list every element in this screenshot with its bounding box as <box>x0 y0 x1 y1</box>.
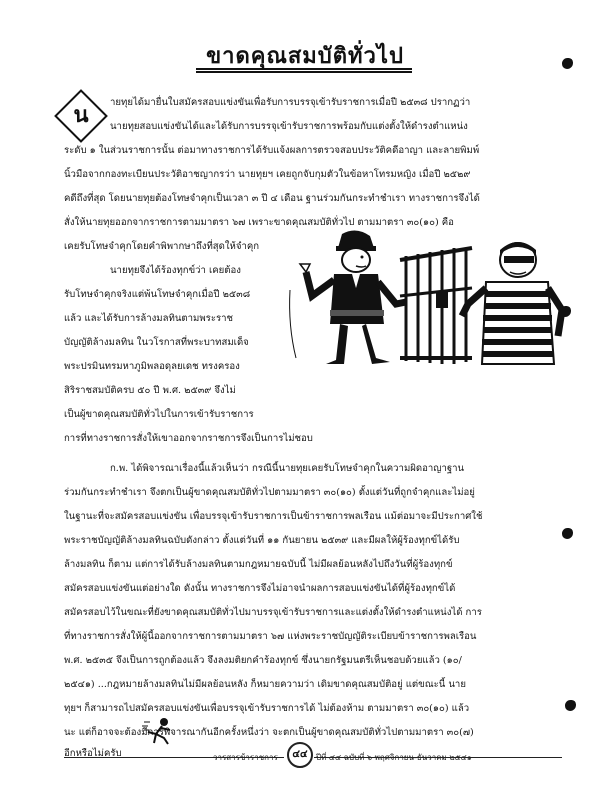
police-and-prisoner-illustration <box>286 226 566 366</box>
body-line: รับโทษจำคุกจริงแต่พ้นโทษจำคุกเมื่อปี ๒๕๓๘ <box>64 289 251 300</box>
body-line: ที่ทางราชการสั่งให้ผู้นี้ออกจากราชการตามมาตรา ๖๗ แห่งพระราชบัญญัติระเบียบข้าราชการพลเรือน <box>64 631 477 642</box>
margin-punch-hole <box>562 528 573 539</box>
police-officer-figure <box>300 230 406 364</box>
body-line: นายทุยสอบแข่งขันได้และได้รับการบรรจุเข้ารับราชการพร้อมกับแต่งตั้งให้ดำรงตำแหน่ง <box>110 121 468 132</box>
body-line: การที่ทางราชการสั่งให้เขาออกจากราชการจึงเป็นการไม่ชอบ <box>64 433 313 444</box>
body-line: ๒๕๔๑) ...กฎหมายล้างมลทินไม่มีผลย้อนหลัง ก็หมายความว่า เดิมขาดคุณสมบัติอยู่ แต่ขณะนี้ นาย <box>64 679 466 690</box>
body-line: พระราชบัญญัติล้างมลทินฉบับดังกล่าว ตั้งแต่วันที่ ๑๑ กันยายน ๒๕๓๙ และมีผลให้ผู้ร้องทุกข์ได้รับ <box>64 535 460 546</box>
body-line: ล้างมลทิน ก็ตาม แต่การได้รับล้างมลทินตามกฎหมายฉบับนี้ ไม่มีผลย้อนหลังไปถึงวันที่ผู้ร้องทุกข์ <box>64 559 453 570</box>
footer-journal-name: วารสารข้าราชการ <box>213 753 278 762</box>
page-title: ขาดคุณสมบัติทั่วไป <box>206 44 404 69</box>
body-line: สมัครสอบไว้ในขณะที่ยังขาดคุณสมบัติทั่วไปมาบรรจุเข้ารับราชการและแต่งตั้งให้ดำรงตำแหน่งได้ การ <box>64 607 482 618</box>
body-line: นิ้วมือจากกองทะเบียนประวัติอาชญากรว่า นายทุยฯ เคยถูกจับกุมตัวในข้อหาโทรมหญิง เมื่อปี ๒๕๒๙ <box>64 169 471 180</box>
body-line: สั่งให้นายทุยออกจากราชการตามมาตรา ๖๗ เพราะขาดคุณสมบัติทั่วไป ตามมาตรา ๓๐(๑๐) คือ <box>64 217 454 228</box>
body-line: สิริราชสมบัติครบ ๕๐ ปี พ.ศ. ๒๕๓๙ จึงไม่ <box>64 385 236 396</box>
body-line: สมัครสอบแข่งขันแต่อย่างใด ดังนั้น ทางราชการจึงไม่อาจนำผลการสอบแข่งขันได้ที่ผู้ร้องทุกข์ได้ <box>64 583 456 594</box>
page-number: ๔๔ <box>287 742 313 768</box>
body-line: นะ แต่ก็อาจจะต้องมีการพิจารณากันอีกครั้งหนึ่งว่า จะตกเป็นผู้ขาดคุณสมบัติทั่วไปตามมาตรา ๓๐(๗) <box>64 727 474 738</box>
body-line: คดีถึงที่สุด โดยนายทุยต้องโทษจำคุกเป็นเวลา ๓ ปี ๔ เดือน ฐานร่วมกันกระทำชำเรา ทางราชการจึงได้ <box>64 193 480 204</box>
body-line: พระปรมินทรมหาภูมิพลอดุลยเดช ทรงครอง <box>64 361 240 372</box>
title-underline <box>196 68 412 70</box>
body-line: พ.ศ. ๒๕๓๕ จึงเป็นการถูกต้องแล้ว จึงลงมติยกคำร้องทุกข์ ซึ่งนายกรัฐมนตรีเห็นชอบด้วยแล้ว (๑๐/ <box>64 655 462 666</box>
body-line: เป็นผู้ขาดคุณสมบัติทั่วไปในการเข้ารับราชการ <box>64 409 254 420</box>
drop-cap-letter: น <box>73 103 89 128</box>
margin-punch-hole <box>562 58 573 69</box>
body-line: ทุยฯ ก็สามารถไปสมัครสอบแข่งขันเพื่อบรรจุเข้ารับราชการได้ ไม่ต้องห้าม ตามมาตรา ๓๐(๑๐) แล้ว <box>64 703 470 714</box>
running-figure-icon <box>142 716 178 746</box>
prisoner-figure <box>462 242 562 364</box>
title-underline-second <box>196 71 412 73</box>
body-line: ระดับ ๑ ในส่วนราชการนั้น ต่อมาทางราชการได้รับแจ้งผลการตรวจสอบประวัติคดีอาญา และลายพิมพ์ <box>64 145 480 156</box>
padlock-icon <box>436 292 448 308</box>
body-line: แล้ว และได้รับการล้างมลทินตามพระราช <box>64 313 234 324</box>
body-line: นายทุยจึงได้ร้องทุกข์ว่า เคยต้อง <box>110 265 241 276</box>
body-line: บัญญัติล้างมลทิน ในวโรกาสที่พระบาทสมเด็จ <box>64 337 249 348</box>
footer-issue-info: ปีที่ ๔๔ ฉบับที่ ๖ พฤศจิกายน-ธันวาคม ๒๕๔๑ <box>316 753 472 762</box>
margin-punch-hole <box>565 700 576 711</box>
body-line: อีกหรือไม่ครับ <box>64 748 122 759</box>
body-line: ายทุยได้มายื่นใบสมัครสอบแข่งขันเพื่อรับการบรรจุเข้ารับราชการเมื่อปี ๒๕๓๘ ปรากฏว่า <box>110 97 471 108</box>
body-line: ในฐานะที่จะสมัครสอบแข่งขัน เพื่อบรรจุเข้ารับราชการเป็นข้าราชการพลเรือน แม้ต่อมาจะมีประกาศใช้ <box>64 511 483 522</box>
body-line: เคยรับโทษจำคุกโดยคำพิพากษาถึงที่สุดให้จำคุก <box>64 241 260 252</box>
body-line: ก.พ. ได้พิจารณาเรื่องนี้แล้วเห็นว่า กรณีนี้นายทุยเคยรับโทษจำคุกในความผิดอาญาฐาน <box>110 463 465 474</box>
body-line: ร่วมกันกระทำชำเรา จึงตกเป็นผู้ขาดคุณสมบัติทั่วไปตามมาตรา ๓๐(๑๐) ตั้งแต่วันที่ถูกจำคุกและไม่อยู่ <box>64 487 475 498</box>
